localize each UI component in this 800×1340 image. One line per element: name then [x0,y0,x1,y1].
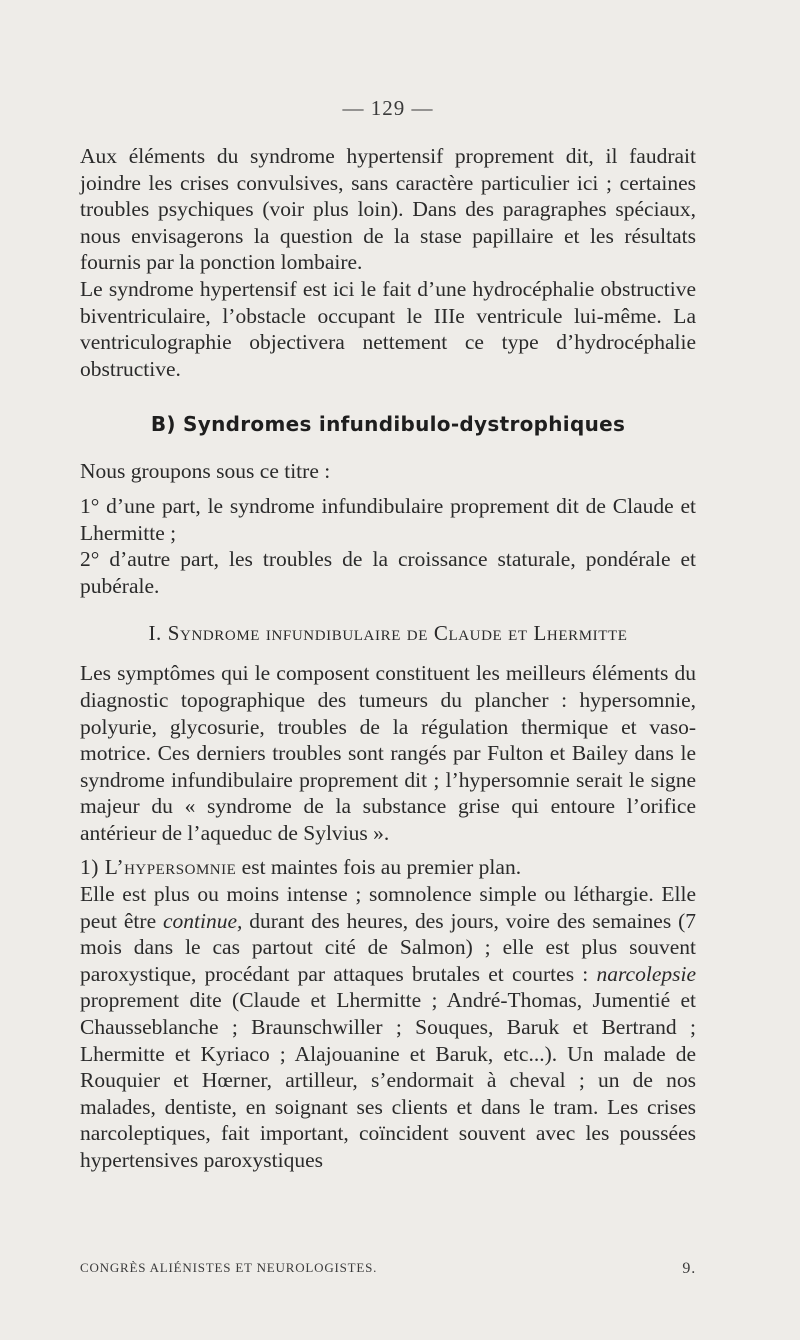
footer-publication: CONGRÈS ALIÉNISTES ET NEUROLOGISTES. [80,1260,378,1275]
hypersomnie-rest: est maintes fois au premier plan. [236,855,522,880]
text-run: durant des heures, des jours, voire des semaines (7 mois dans le cas partout cité de Salmon) ; elle est plus souvent paroxystique, procédant par attaques brutales et courtes : [80,908,696,986]
paragraph-narcolepsie [80,881,696,1174]
paragraph-hypersomnie [80,854,696,881]
paragraph-symptoms: Les symptômes qui le composent constituent les meilleurs éléments du diagnostic topographique des tumeurs du plancher : hypersomnie, polyurie, glycosurie, troubles de la régulation thermique et vaso-motrice. Ces derniers troubles sont rangés par Fulton et Bailey dans le syndrome infundibulaire proprement dit ; l’hypersomnie serait le signe majeur du « syndrome de la substance grise qui entoure l’orifice antérieur de l’aqueduc de Sylvius ». [80,661,696,845]
page-footer [80,1260,696,1278]
emphasis-narcolepsie: narcolepsie [596,961,696,986]
emphasis-continue: continue, [163,908,243,933]
text-run: Elle est plus ou moins intense ; somnolence simple ou léthargie. Elle peut être [80,882,696,933]
section-b-item-2: 2° d’autre part, les troubles de la croissance staturale, pondérale et pubérale. [80,547,696,598]
section-b-intro: Nous groupons sous ce titre : [80,459,331,484]
footer-signature-number: 9. [682,1260,696,1277]
section-heading-b: B) Syndromes infundibulo-dystrophiques [150,412,626,437]
section-b-item-1: 1° d’une part, le syndrome infundibulaire proprement dit de Claude et Lhermitte ; [80,493,696,545]
paragraph-hydrocephalie: Le syndrome hypertensif est ici le fait d’une hydrocéphalie obstructive biventriculaire, l’obstacle occupant le IIIe ventricule lui-même. La ventriculographie objectivera nettement ce type d’hydrocéphalie obstructive. [80,276,696,381]
text-run: proprement dite (Claude et Lhermitte ; André-Thomas, Jumentié et Chausseblanche ; Braunschwiller ; Souques, Baruk et Bertrand ; Lhermitte et Kyriaco ; Alajouanine et Baruk, etc...). Un malade de Rouquier et Hœrner, artilleur, s’endormait à cheval ; un de nos malades, dentiste, en soignant ses clients et dans le tram. Les crises narcoleptiques, fait important, coïncident souvent avec les poussées hypertensives paroxystiques [80,988,696,1172]
document-page [80,96,696,1174]
subsection-heading-i: I. Syndrome infundibulaire de Claude et Lhermitte [148,621,628,646]
paragraph-convulsive-crises: Aux éléments du syndrome hypertensif proprement dit, il faudrait joindre les crises convulsives, sans caractère particulier ici ; certaines troubles psychiques (voir plus loin). Dans des paragraphes spéciaux, nous envisagerons la question de la stase papillaire et les résultats fournis par la ponction lombaire. [80,144,696,275]
page-number: — 129 — [342,96,434,120]
hypersomnie-label: 1) L’hypersomnie [80,855,237,880]
